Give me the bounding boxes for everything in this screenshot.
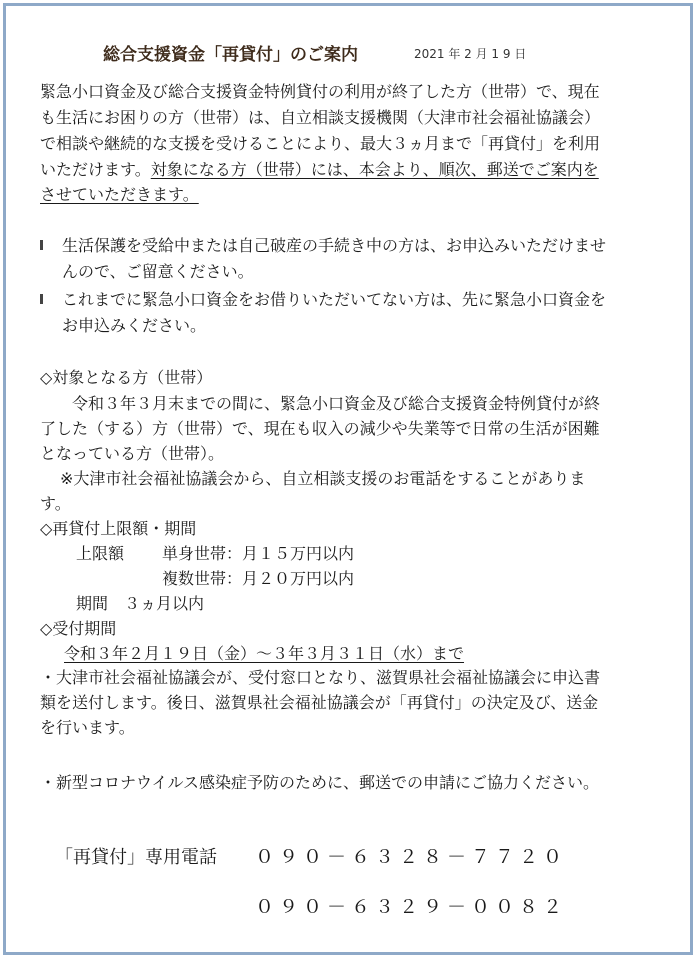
- intro-text: いただけます。: [40, 160, 151, 179]
- reception-heading: ◇受付期間: [40, 619, 117, 638]
- bullet-marker: [40, 240, 43, 250]
- phone-number-2: ０９０－６３２９－００８２: [255, 896, 568, 918]
- reception-line: 類を送付します。後日、滋賀県社会福祉協議会が「再貸付」の決定及び、送金: [40, 693, 599, 712]
- intro-underlined-line: させていただきます。: [40, 185, 199, 204]
- multi-household-limit: 複数世帯：月２０万円以内: [162, 569, 355, 588]
- bullet-marker: [40, 294, 43, 304]
- reception-line: ・大津市社会福祉協議会が、受付窓口となり、滋賀県社会福祉協議会に申込書: [40, 668, 601, 687]
- note-line: んので、ご留意ください。: [62, 262, 254, 281]
- intro-line: で相談や継続的な支援を受けることにより、最大３ヵ月まで「再貸付」を利用: [40, 134, 601, 153]
- target-line: 令和３年３月末までの間に、緊急小口資金及び総合支援資金特例貸付が終: [72, 394, 601, 413]
- phone-number-1: ０９０－６３２８－７７２０: [255, 846, 568, 868]
- target-remark: ※大津市社会福祉協議会から、自立相談支援のお電話をすることがありま: [60, 469, 586, 488]
- intro-line: 緊急小口資金及び総合支援資金特例貸付の利用が終了した方（世帯）で、現在: [40, 82, 600, 101]
- target-remark: す。: [40, 494, 71, 513]
- loan-period: 期間 ３ヵ月以内: [76, 594, 205, 613]
- target-line: となっている方（世帯）。: [40, 444, 225, 463]
- phone-label: 「再貸付」専用電話: [55, 847, 217, 868]
- target-heading: ◇対象となる方（世帯）: [40, 368, 213, 387]
- document-title: 総合支援資金「再貸付」のご案内: [103, 45, 358, 65]
- note-line: お申込みください。: [62, 316, 207, 335]
- note-line: 生活保護を受給中または自己破産の手続き中の方は、お申込みいただけませ: [62, 236, 607, 255]
- note-line: これまでに緊急小口資金をお借りいただいてない方は、先に緊急小口資金を: [62, 290, 607, 309]
- limits-heading: ◇再貸付上限額・期間: [40, 519, 197, 538]
- reception-range: 令和３年２月１９日（金）～３年３月３１日（水）まで: [64, 644, 465, 663]
- target-line: 了した（する）方（世帯）で、現在も収入の減少や失業等で日常の生活が困難: [40, 419, 600, 438]
- reception-line: を行います。: [40, 718, 135, 737]
- covid-note: ・新型コロナウイルス感染症予防のために、郵送での申請にご協力ください。: [40, 773, 600, 792]
- intro-underlined-text: 対象になる方（世帯）には、本会より、順次、郵送でご案内を: [150, 160, 599, 179]
- intro-line: も生活にお困りの方（世帯）は、自立相談支援機関（大津市社会福祉協議会）: [40, 108, 601, 127]
- intro-line: [40, 158, 599, 182]
- document-date: 2021 年 2 月 1 9 日: [414, 47, 527, 61]
- single-household-limit: 単身世帯：月１５万円以内: [162, 544, 355, 563]
- cap-label: 上限額: [76, 544, 125, 563]
